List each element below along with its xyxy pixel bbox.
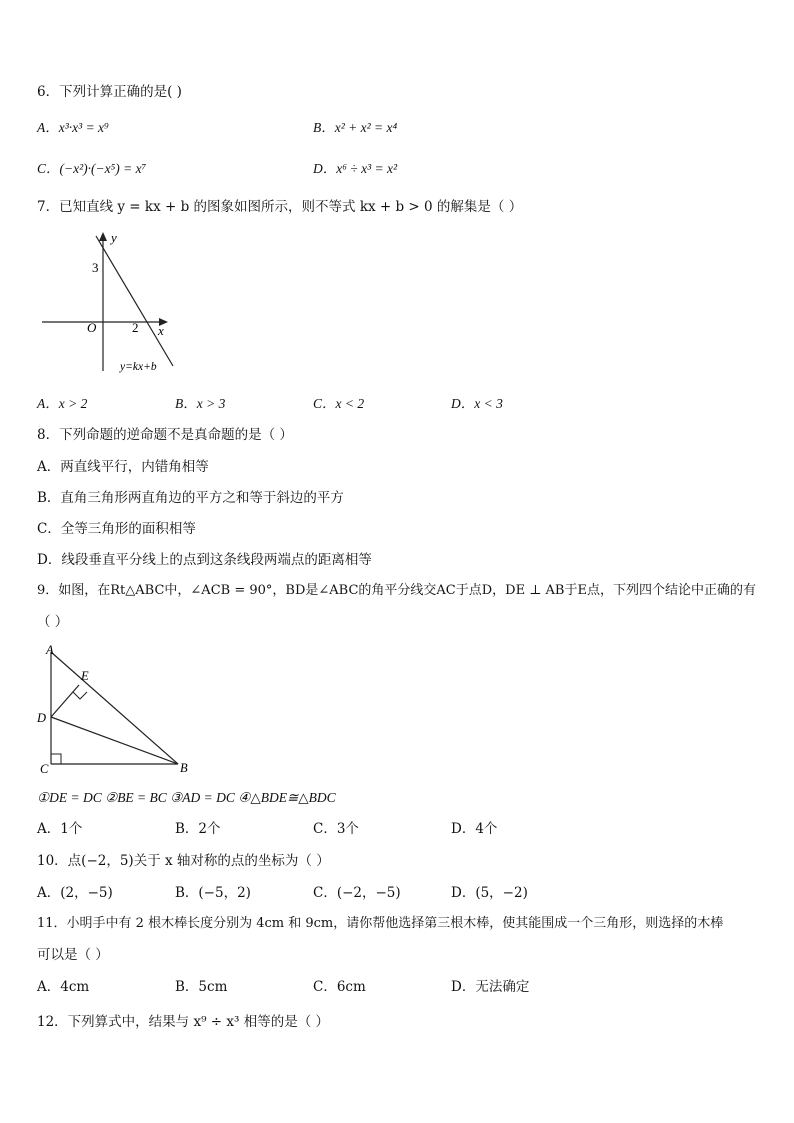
q7-stem: 7．已知直线 y = kx + b 的图象如图所示，则不等式 kx + b > 0 的解集是（ ） [37, 199, 523, 215]
q11-option-b: B．5cm [175, 979, 228, 995]
y-intercept-label: 3 [92, 260, 99, 275]
right-angle-e-icon [73, 692, 87, 699]
q8-option-c: C．全等三角形的面积相等 [37, 521, 196, 537]
q12-stem: 12．下列算式中，结果与 x⁹ ÷ x³ 相等的是（ ） [37, 1014, 329, 1030]
vertex-d-label: D [37, 711, 47, 725]
q7-line-graph [38, 226, 183, 381]
q7-option-d: D．x < 3 [451, 396, 503, 411]
q7-option-b: B．x > 3 [175, 396, 226, 411]
q9-option-b: B．2个 [175, 821, 221, 837]
q9-conclusions: ①DE = DC ②BE = BC ③AD = DC ④△BDE≅△BDC [37, 790, 336, 805]
vertex-c-label: C [40, 762, 49, 776]
q8-stem: 8．下列命题的逆命题不是真命题的是（ ） [37, 427, 293, 443]
q7-option-c: C．x < 2 [313, 396, 365, 411]
q9-triangle-figure [36, 642, 196, 777]
q8-option-b: B．直角三角形两直角边的平方之和等于斜边的平方 [37, 490, 344, 506]
q11-stem-continued: 可以是（ ） [37, 947, 109, 963]
q9-stem: 9．如图，在Rt△ABC中，∠ACB = 90°，BD是∠ABC的角平分线交AC于点D，DE ⊥ AB于E点，下列四个结论中正确的有 [37, 583, 756, 598]
y-axis-label: y [111, 230, 117, 245]
right-angle-c-icon [51, 754, 61, 764]
x-axis-label: x [158, 323, 164, 338]
q8-option-a: A．两直线平行，内错角相等 [37, 459, 209, 475]
function-line [96, 236, 173, 366]
q9-stem-continued: （ ） [37, 614, 69, 630]
segment-de [51, 685, 79, 717]
q10-option-a: A．(2，−5) [37, 885, 113, 901]
q10-option-c: C．(−2，−5) [313, 885, 401, 901]
y-axis-arrow-icon [99, 232, 107, 241]
q9-option-c: C．3个 [313, 821, 359, 837]
q6-option-a: A．x³·x³ = x⁹ [37, 120, 109, 135]
q11-option-d: D．无法确定 [451, 979, 530, 995]
vertex-b-label: B [180, 761, 188, 775]
vertex-a-label: A [46, 643, 54, 657]
line-equation-label: y=kx+b [120, 361, 157, 373]
q10-stem: 10．点(−2，5)关于 x 轴对称的点的坐标为（ ） [37, 853, 330, 869]
q8-option-d: D．线段垂直平分线上的点到这条线段两端点的距离相等 [37, 552, 372, 568]
q6-option-d: D．x⁶ ÷ x³ = x² [313, 161, 398, 176]
vertex-e-label: E [81, 669, 89, 683]
q10-option-b: B．(−5，2) [175, 885, 251, 901]
q6-option-b: B．x² + x² = x⁴ [313, 120, 398, 135]
q6-stem: 6．下列计算正确的是( ) [37, 84, 182, 100]
segment-bd [51, 717, 178, 764]
origin-label: O [87, 320, 97, 335]
q7-option-a: A．x > 2 [37, 396, 88, 411]
q11-stem: 11．小明手中有 2 根木棒长度分别为 4cm 和 9cm，请你帮他选择第三根木棒，使其能围成一个三角形，则选择的木棒 [37, 916, 724, 931]
q9-option-a: A．1个 [37, 821, 83, 837]
q10-option-d: D．(5，−2) [451, 885, 528, 901]
side-ab [51, 652, 178, 764]
q11-option-a: A．4cm [37, 979, 90, 995]
q6-option-c: C．(−x²)·(−x⁵) = x⁷ [37, 161, 147, 176]
q9-option-d: D．4个 [451, 821, 498, 837]
x-intercept-label: 2 [132, 320, 139, 335]
q11-option-c: C．6cm [313, 979, 366, 995]
